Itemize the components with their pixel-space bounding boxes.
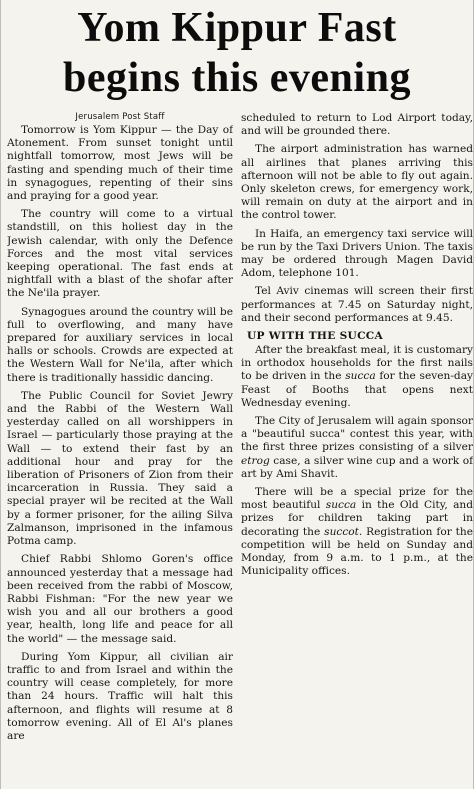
right-column [241, 112, 473, 789]
text-run: for the seven-day Feast of Booths that opens next Wednesday evening. [241, 370, 473, 409]
italic-term: succa [325, 499, 357, 512]
text-run: The City of Jerusalem will again sponsor a "beautiful succa" contest this year, with the first three prizes consisting of a silver [241, 415, 473, 454]
text-run: in the Old City, and prizes for children taking part in decorating the [241, 499, 473, 538]
paragraph: scheduled to return to Lod Airport today, and will be grounded there. [241, 112, 473, 138]
paragraph: Tel Aviv cinemas will screen their first performances at 7.45 on Saturday night, and their second performances at 9.45. [241, 285, 473, 324]
paragraph: The country will come to a virtual standstill, on this holiest day in the Jewish calendar, with only the Defence Forces and the most vital services keeping operational. The fast ends at nightfall with a blast of the shofar after the Ne'ila prayer. [7, 208, 233, 300]
paragraph: The Public Council for Soviet Jewry and the Rabbi of the Western Wall yesterday called on all worshippers in Israel — particularly those praying at the Wall — to extend their fast by an additional hour and pray for the liberation of Prisoners of Zion from their incarceration in Russia. They said a special prayer wil be recited at the Wall by a former prisoner, for the ailing Silva Zalmanson, imprisoned in the infamous Potma camp. [7, 389, 233, 548]
article-body [7, 112, 473, 789]
text-run: . Registration for the competition will be held on Sunday and Monday, from 9 a.m. to 1 p.m., at the Municipality offices. [241, 525, 473, 578]
paragraph [241, 415, 473, 481]
byline: Jerusalem Post Staff [75, 112, 165, 122]
paragraph: The airport administration has warned all airlines that planes arriving this afternoon will not be able to fly out again. Only skeleton crews, for emergency work, will remain on duty at the airport and in the control tower. [241, 143, 473, 222]
text-run: There will be a special prize for the most beautiful [241, 486, 473, 512]
text-run: case, a silver wine cup and a work of art by Ami Shavit. [241, 454, 473, 480]
headline-line-2: begins this evening [63, 55, 411, 101]
paragraph [241, 344, 473, 410]
headline-line-1: Yom Kippur Fast [77, 5, 397, 51]
italic-term: succot [324, 525, 359, 538]
paragraph: During Yom Kippur, all civilian air traffic to and from Israel and within the country will cease completely, for more than 24 hours. Traffic will halt this afternoon, and flights will resume at 8 tomorrow evening. All of El Al's planes are [7, 650, 233, 742]
text-run: After the breakfast meal, it is customary in orthodox households for the first nails to be driven in the [241, 344, 473, 383]
headline [1, 0, 473, 103]
paragraph: Synagogues around the country will be full to overflowing, and many have prepared for auxiliary services in local halls or schools. Crowds are expected at the Western Wall for Ne'ila, after which there is traditionally hassidic dancing. [7, 305, 233, 384]
paragraph: Chief Rabbi Shlomo Goren's office announced yesterday that a message had been received from the rabbi of Moscow, Rabbi Fishman: "For the new year we wish you and all our brothers a good year, health, long life and peace for all the world" — the message said. [7, 553, 233, 645]
paragraph: Tomorrow is Yom Kippur — the Day of Atonement. From sunset tonight until nightfall tomorrow, most Jews will be fasting and spending much of their time in synagogues, repenting of their sins and praying for a good year. [7, 124, 233, 203]
left-column [7, 112, 233, 789]
italic-term: etrog [241, 454, 270, 467]
italic-term: succa [345, 370, 376, 383]
section-subhead: UP WITH THE SUCCA [247, 330, 384, 343]
paragraph: In Haifa, an emergency taxi service will be run by the Taxi Drivers Union. The taxis may be ordered through Magen David Adom, telephone 101. [241, 227, 473, 280]
paragraph [241, 486, 473, 578]
